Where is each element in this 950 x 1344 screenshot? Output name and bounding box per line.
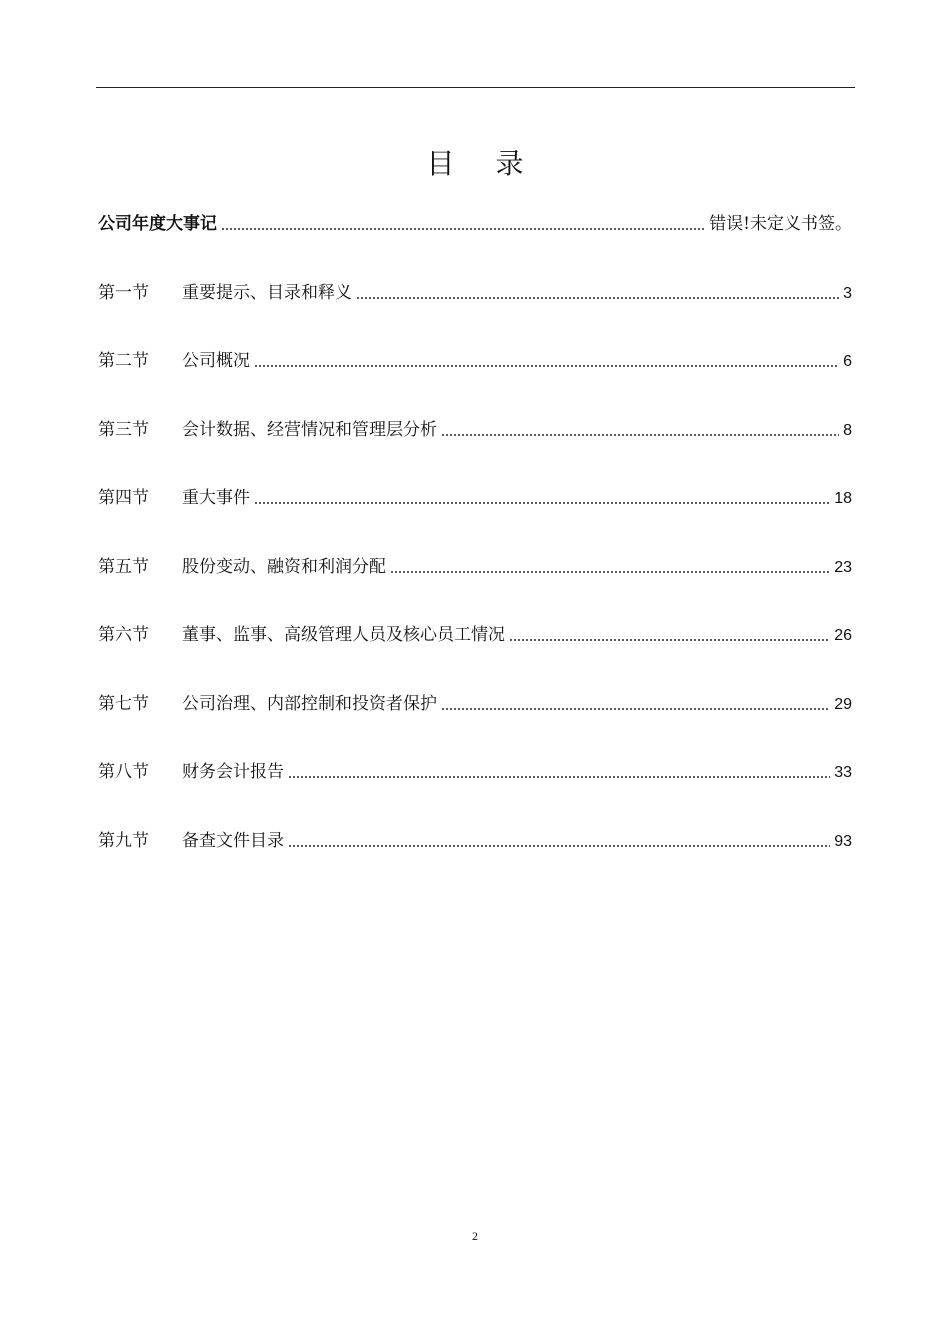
toc-entry-page: 18: [834, 490, 852, 507]
toc-entry-section-5[interactable]: [98, 554, 852, 580]
toc-entry-section-7[interactable]: [98, 691, 852, 717]
toc-entry-page: 错误!未定义书签。: [709, 214, 852, 234]
toc-dot-leader: [288, 765, 830, 779]
toc-entry-title: 重大事件: [182, 488, 250, 508]
toc-entry-section: 第三节: [98, 420, 149, 440]
toc-entry-page: 8: [843, 422, 852, 439]
toc-entry-page: 6: [843, 353, 852, 370]
toc-dot-leader: [221, 217, 705, 231]
toc-entry-title: 重要提示、目录和释义: [182, 283, 352, 303]
toc-entry-section: 第六节: [98, 625, 149, 645]
toc-title: 目 录: [426, 147, 540, 180]
toc-entry-section: 第七节: [98, 694, 149, 714]
toc-entry-title: 财务会计报告: [182, 762, 284, 782]
toc-entry-section-8[interactable]: [98, 759, 852, 785]
toc-dot-leader: [509, 628, 830, 642]
toc-entry-title: 股份变动、融资和利润分配: [182, 557, 386, 577]
toc-entry-section: 第五节: [98, 557, 149, 577]
toc-entry-page: 93: [834, 833, 852, 850]
toc-dot-leader: [441, 697, 830, 711]
header-rule: [96, 87, 855, 88]
toc-dot-leader: [356, 286, 839, 300]
toc-entry-section-4[interactable]: [98, 485, 852, 511]
toc-entry-page: 3: [843, 285, 852, 302]
toc-entry-title: 董事、监事、高级管理人员及核心员工情况: [182, 625, 505, 645]
toc-entry-page: 29: [834, 696, 852, 713]
toc-dot-leader: [441, 423, 839, 437]
toc-entry-title: 备查文件目录: [182, 831, 284, 851]
toc-entry-section: 第四节: [98, 488, 149, 508]
toc-entry-title: 公司治理、内部控制和投资者保护: [182, 694, 437, 714]
toc-entry-section-1[interactable]: [98, 280, 852, 306]
toc-entry-page: 23: [834, 559, 852, 576]
toc-entry-preface[interactable]: [98, 211, 852, 237]
toc-dot-leader: [254, 491, 830, 505]
toc-dot-leader: [288, 834, 830, 848]
toc-entry-section-6[interactable]: [98, 622, 852, 648]
toc-entry-page: 33: [834, 764, 852, 781]
toc-entry-title: 公司年度大事记: [98, 214, 217, 234]
toc-dot-leader: [390, 560, 830, 574]
toc-entry-section: 第一节: [98, 283, 149, 303]
page-number: 2: [472, 1229, 478, 1243]
toc-entry-section-9[interactable]: [98, 828, 852, 854]
toc-entry-section: 第二节: [98, 351, 149, 371]
toc-entry-title: 公司概况: [182, 351, 250, 371]
toc-entry-section-2[interactable]: [98, 348, 852, 374]
toc-dot-leader: [254, 354, 839, 368]
toc-entry-section-3[interactable]: [98, 417, 852, 443]
toc-entry-section: 第九节: [98, 831, 149, 851]
toc-entry-page: 26: [834, 627, 852, 644]
toc-entry-title: 会计数据、经营情况和管理层分析: [182, 420, 437, 440]
toc-entry-section: 第八节: [98, 762, 149, 782]
